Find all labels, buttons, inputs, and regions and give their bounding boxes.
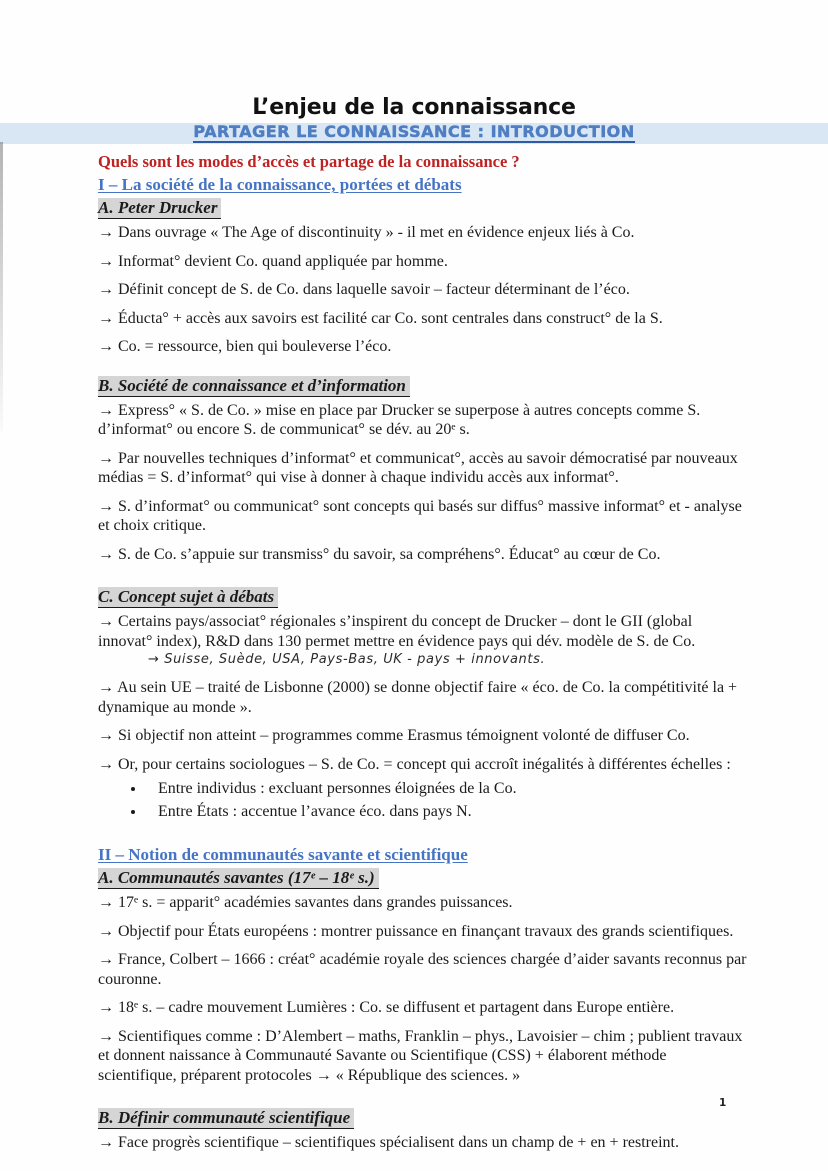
subsection-2b-heading [98,1107,748,1129]
note-paragraph: → S. de Co. s’appuie sur transmiss° du savoir, sa compréhens°. Éducat° au cœur de Co. [98,545,661,563]
note-paragraph: → Or, pour certains sociologues – S. de Co. = concept qui accroît inégalités à différentes échelles : [98,755,731,773]
document-body [0,144,828,1153]
intro-banner-text: PARTAGER LE CONNAISSANCE : INTRODUCTION [193,122,635,141]
note-paragraph: → Objectif pour États européens : montrer puissance en finançant travaux des grands scientifiques. [98,922,734,940]
section-1-heading: I – La société de la connaissance, portées et débats [98,175,462,194]
bullet-item: • Entre États : accentue l’avance éco. dans pays N. [146,802,748,822]
page-number: 1 [719,1097,727,1109]
note-paragraph: → Définit concept de S. de Co. dans laquelle savoir – facteur déterminant de l’éco. [98,281,630,299]
subsection-2a-heading [98,867,748,889]
section-spacer [98,1094,748,1107]
subsection-1a-heading [98,197,748,219]
note-paragraph: → Par nouvelles techniques d’informat° et communicat°, accès au savoir démocratisé par nouveaux médias = S. d’informat° qui vise à donner à chaque individu accès aux informat°. [98,449,738,487]
note-paragraph: → Co. = ressource, bien qui bouleverse l’éco. [98,338,392,356]
subsection-1b-heading-text: B. Société de connaissance et d’information [98,376,410,397]
subsection-1c-heading-text: C. Concept sujet à débats [98,587,278,608]
note-paragraph: → Express° « S. de Co. » mise en place par Drucker se superpose à autres concepts comme S. d’informat° ou encore S. de communicat° se dév. au 20ᵉ s. [98,401,701,439]
note-paragraph: → Scientifiques comme : D’Alembert – maths, Franklin – phys., Lavoisier – chim ; publient travaux et donnent naissance à Communauté Savante ou Scientifique (CSS) + élaborent méthode scientifique, préparent protocoles → « République des sciences. » [98,1027,743,1084]
note-paragraph: → 17ᵉ s. = apparit° académies savantes dans grandes puissances. [98,894,513,912]
note-paragraph: → Si objectif non atteint – programmes comme Erasmus témoignent volonté de diffuser Co. [98,727,690,745]
intro-banner [0,123,828,144]
note-paragraph: → S. d’informat° ou communicat° sont concepts qui basés sur diffus° massive informat° et - analyse et choix critique. [98,497,742,535]
subsection-1a-heading-text: A. Peter Drucker [98,198,221,219]
section-spacer [98,832,748,845]
bullet-list [98,779,748,822]
research-question: Quels sont les modes d’accès et partage de la connaissance ? [98,152,520,171]
note-paragraph: → France, Colbert – 1666 : créat° académie royale des sciences chargée d’aider savants reconnus par couronne. [98,951,747,988]
page-title: L’enjeu de la connaissance [252,95,576,120]
note-paragraph: → 18ᵉ s. – cadre mouvement Lumières : Co. se diffusent et partagent dans Europe entière. [98,999,675,1017]
bullet-item: • Entre individus : excluant personnes éloignées de la Co. [146,779,748,799]
subsection-1b-heading [98,375,748,397]
note-paragraph: → Face progrès scientifique – scientifiques spécialisent dans un champ de + en + restreint. [98,1134,679,1152]
section-2-heading: II – Notion de communautés savante et scientifique [98,845,468,865]
handwritten-note: → Suisse, Suède, USA, Pays-Bas, UK - pays + innovants. [148,652,546,668]
subsection-2b-heading-text: B. Définir communauté scientifique [98,1108,354,1129]
section-spacer [98,366,748,375]
note-paragraph: → Dans ouvrage « The Age of discontinuity » - il met en évidence enjeux liés à Co. [98,224,635,241]
subsection-2a-heading-text: A. Communautés savantes (17ᵉ – 18ᵉ s.) [98,868,379,889]
note-paragraph: → Certains pays/associat° régionales s’inspirent du concept de Drucker – dont le GII (global innovat° index), R&D dans 130 permet mettre en évidence pays qui dév. modèle de S. de Co. [98,613,696,650]
note-paragraph: → Au sein UE – traité de Lisbonne (2000) se donne objectif faire « éco. de Co. la compétitivité la + dynamique au monde ». [98,679,738,716]
section-spacer [98,573,748,586]
subsection-1c-heading [98,586,748,608]
note-paragraph: → Informat° devient Co. quand appliquée par homme. [98,252,448,270]
note-paragraph: → Éducta° + accès aux savoirs est facilité car Co. sont centrales dans construct° de la S. [98,309,663,327]
